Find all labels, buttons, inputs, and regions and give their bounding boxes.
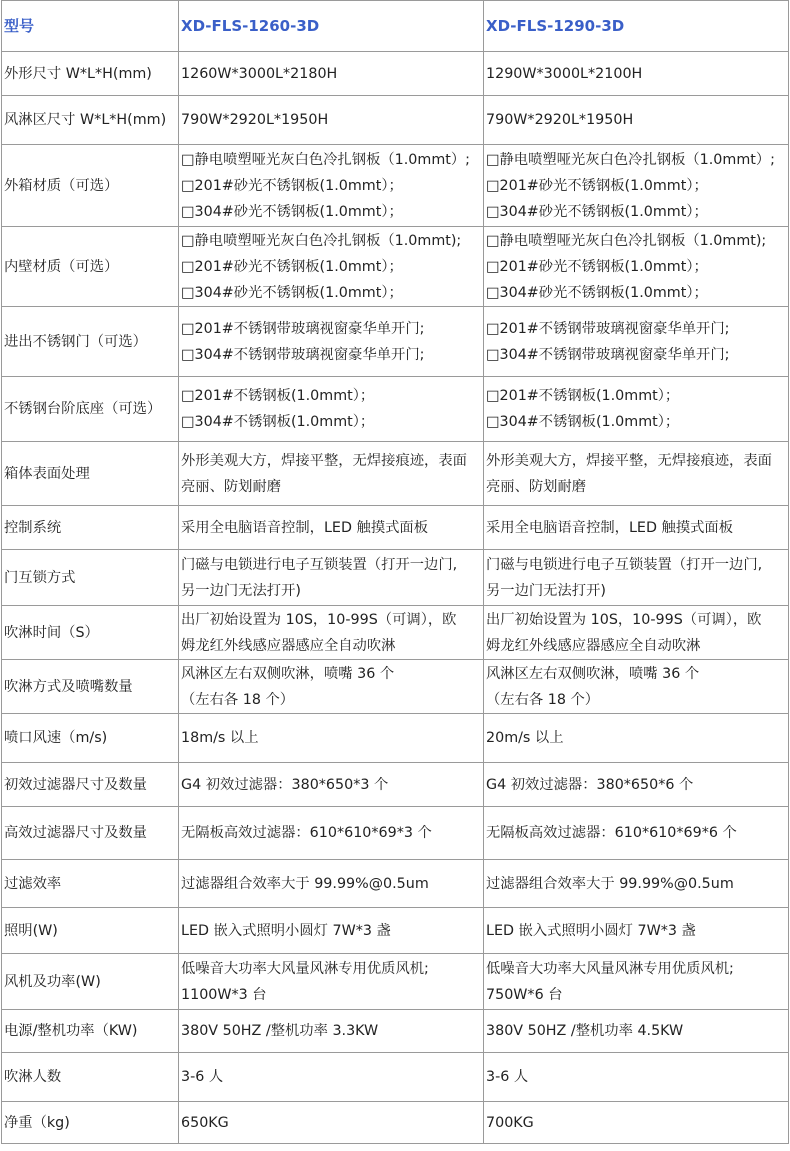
spec-row [2,550,789,606]
spec-label: 初效过滤器尺寸及数量 [2,763,179,807]
spec-value-line: □304#不锈钢带玻璃视窗豪华单开门; [486,346,730,363]
spec-row [2,763,789,807]
spec-value-model-a [179,506,484,550]
spec-value-line: □静电喷塑哑光灰白色冷扎钢板（1.0mmt）; [486,151,775,168]
spec-label: 进出不锈钢门（可选） [2,307,179,377]
spec-value-line: 无隔板高效过滤器：610*610*69*6 个 [486,825,737,841]
spec-label: 吹淋方式及喷嘴数量 [2,660,179,714]
spec-value-model-a [179,96,484,145]
spec-value-line: □304#砂光不锈钢板(1.0mmt）； [486,203,708,220]
spec-value-line: 门磁与电锁进行电子互锁装置（打开一边门, [486,556,763,573]
spec-value-line: 外形美观大方，焊接平整，无焊接痕迹，表面 [181,452,467,469]
spec-value-line: 采用全电脑语音控制，LED 触摸式面板 [181,519,429,536]
spec-value-line: □304#不锈钢板(1.0mmt）； [181,414,375,430]
spec-value-line: 风淋区左右双侧吹淋，喷嘴 36 个 [486,665,700,682]
spec-value-model-b [484,145,789,227]
spec-value-line: 姆龙红外线感应器感应全自动吹淋 [486,637,701,654]
spec-value-line: □201#不锈钢板(1.0mmt）； [181,388,375,404]
spec-value-line: 出厂初始设置为 10S，10-99S（可调），欧 [181,611,457,628]
spec-value-model-a [179,807,484,860]
spec-row [2,96,789,145]
spec-value-line: □201#不锈钢带玻璃视窗豪华单开门; [486,320,730,337]
spec-label: 控制系统 [2,506,179,550]
spec-value-line: 380V 50HZ /整机功率 4.5KW [486,1023,684,1039]
spec-value-line: 无隔板高效过滤器：610*610*69*3 个 [181,825,432,841]
spec-row [2,1010,789,1053]
spec-value-model-b [484,506,789,550]
spec-value-model-a [179,606,484,660]
spec-value-line: 出厂初始设置为 10S，10-99S（可调），欧 [486,611,762,628]
spec-row [2,714,789,763]
spec-value-line: □静电喷塑哑光灰白色冷扎钢板（1.0mmt）; [181,151,470,168]
spec-label: 风机及功率(W) [2,954,179,1010]
spec-value-line: 1100W*3 台 [181,986,267,1003]
spec-label: 吹淋人数 [2,1053,179,1102]
spec-row [2,307,789,377]
spec-table [1,0,789,1144]
spec-value-line: 亮丽、防划耐磨 [181,478,282,495]
spec-value-line: 650KG [181,1114,229,1131]
spec-value-model-a [179,145,484,227]
spec-label: 过滤效率 [2,860,179,908]
spec-row [2,606,789,660]
spec-value-line: 790W*2920L*1950H [181,112,329,128]
spec-value-line: □静电喷塑哑光灰白色冷扎钢板（1.0mmt); [486,232,767,249]
spec-value-line: 790W*2920L*1950H [486,112,634,128]
spec-value-line: 低噪音大功率大风量风淋专用优质风机; [486,960,734,977]
spec-row [2,860,789,908]
spec-value-model-a [179,1102,484,1144]
spec-label: 电源/整机功率（KW) [2,1010,179,1053]
spec-value-line: （左右各 18 个） [486,691,600,708]
spec-value-line: 过滤器组合效率大于 99.99%@0.5um [486,875,734,892]
spec-label: 吹淋时间（S） [2,606,179,660]
spec-row [2,52,789,96]
spec-value-model-b [484,52,789,96]
spec-row [2,377,789,442]
spec-value-line: 700KG [486,1114,534,1131]
spec-label: 风淋区尺寸 W*L*H(mm) [2,96,179,145]
spec-row [2,1102,789,1144]
spec-value-line: □201#不锈钢带玻璃视窗豪华单开门; [181,320,425,337]
spec-row [2,660,789,714]
spec-value-model-a [179,52,484,96]
spec-value-model-b [484,1102,789,1144]
spec-value-model-a [179,714,484,763]
spec-value-line: 过滤器组合效率大于 99.99%@0.5um [181,875,429,892]
spec-value-line: 门磁与电锁进行电子互锁装置（打开一边门, [181,556,458,573]
spec-label: 喷口风速（m/s) [2,714,179,763]
spec-value-model-a [179,860,484,908]
spec-row [2,908,789,954]
spec-value-line: □201#砂光不锈钢板(1.0mmt）； [486,258,708,275]
spec-row [2,227,789,307]
spec-value-line: 380V 50HZ /整机功率 3.3KW [181,1023,379,1039]
spec-value-model-b [484,860,789,908]
spec-value-line: □静电喷塑哑光灰白色冷扎钢板（1.0mmt); [181,232,462,249]
spec-value-line: □304#砂光不锈钢板(1.0mmt）； [486,284,708,301]
header-label: 型号 [2,1,179,52]
spec-value-line: LED 嵌入式照明小圆灯 7W*3 盏 [486,922,696,939]
spec-value-line: 另一边门无法打开) [181,582,301,599]
spec-value-line: 姆龙红外线感应器感应全自动吹淋 [181,637,396,654]
spec-label: 不锈钢台阶底座（可选） [2,377,179,442]
spec-value-model-b [484,908,789,954]
spec-value-line: 18m/s 以上 [181,730,259,746]
spec-value-line: 3-6 人 [486,1069,529,1085]
spec-value-model-b [484,227,789,307]
spec-value-model-b [484,1053,789,1102]
spec-row [2,145,789,227]
spec-value-model-a [179,1010,484,1053]
spec-value-model-b [484,714,789,763]
header-model-b: XD-FLS-1290-3D [484,1,789,52]
spec-value-line: 1290W*3000L*2100H [486,65,643,82]
spec-row [2,1053,789,1102]
spec-label: 内壁材质（可选） [2,227,179,307]
spec-label: 外箱材质（可选） [2,145,179,227]
spec-label: 净重（kg) [2,1102,179,1144]
spec-value-line: G4 初效过滤器：380*650*6 个 [486,776,694,793]
spec-label: 门互锁方式 [2,550,179,606]
spec-value-line: 1260W*3000L*2180H [181,65,338,82]
spec-value-line: □304#砂光不锈钢板(1.0mmt）； [181,203,403,220]
spec-label: 照明(W) [2,908,179,954]
spec-row [2,807,789,860]
spec-value-line: □201#砂光不锈钢板(1.0mmt）； [486,177,708,194]
spec-value-line: □304#不锈钢带玻璃视窗豪华单开门; [181,346,425,363]
spec-value-model-b [484,307,789,377]
spec-value-line: （左右各 18 个） [181,691,295,708]
spec-value-line: 3-6 人 [181,1069,224,1085]
spec-value-line: 另一边门无法打开) [486,582,606,599]
spec-label: 箱体表面处理 [2,442,179,506]
spec-value-model-b [484,954,789,1010]
spec-value-line: 采用全电脑语音控制，LED 触摸式面板 [486,519,734,536]
spec-value-line: 750W*6 台 [486,986,563,1003]
spec-value-model-a [179,550,484,606]
spec-row [2,954,789,1010]
spec-value-line: □201#砂光不锈钢板(1.0mmt）； [181,177,403,194]
spec-value-model-b [484,1010,789,1053]
spec-value-line: G4 初效过滤器：380*650*3 个 [181,776,389,793]
spec-value-model-a [179,908,484,954]
spec-value-model-b [484,96,789,145]
spec-row [2,506,789,550]
spec-value-line: 20m/s 以上 [486,730,564,746]
spec-value-model-b [484,442,789,506]
spec-value-model-b [484,660,789,714]
spec-value-model-a [179,1053,484,1102]
spec-value-line: □201#不锈钢板(1.0mmt）； [486,388,680,404]
spec-value-model-a [179,763,484,807]
spec-value-line: 亮丽、防划耐磨 [486,478,587,495]
spec-value-line: LED 嵌入式照明小圆灯 7W*3 盏 [181,922,391,939]
spec-value-line: □201#砂光不锈钢板(1.0mmt）； [181,258,403,275]
spec-value-model-b [484,763,789,807]
spec-value-model-a [179,307,484,377]
spec-row [2,442,789,506]
spec-value-line: 低噪音大功率大风量风淋专用优质风机; [181,960,429,977]
spec-value-line: □304#不锈钢板(1.0mmt）； [486,414,680,430]
spec-value-model-b [484,550,789,606]
spec-value-model-b [484,377,789,442]
spec-value-model-a [179,377,484,442]
spec-label: 高效过滤器尺寸及数量 [2,807,179,860]
spec-value-line: 外形美观大方，焊接平整，无焊接痕迹，表面 [486,452,772,469]
spec-value-model-a [179,227,484,307]
header-row [2,1,789,52]
spec-value-model-b [484,807,789,860]
spec-value-model-a [179,442,484,506]
spec-value-line: □304#砂光不锈钢板(1.0mmt）； [181,284,403,301]
spec-value-model-b [484,606,789,660]
spec-value-model-a [179,954,484,1010]
spec-label: 外形尺寸 W*L*H(mm) [2,52,179,96]
header-model-a: XD-FLS-1260-3D [179,1,484,52]
spec-value-line: 风淋区左右双侧吹淋，喷嘴 36 个 [181,665,395,682]
spec-value-model-a [179,660,484,714]
